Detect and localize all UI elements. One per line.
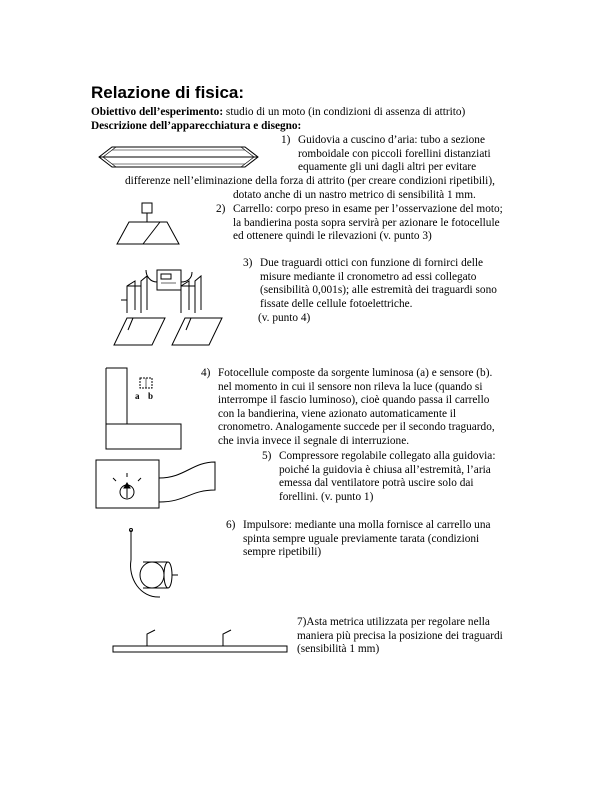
page-title: Relazione di fisica: <box>91 83 245 102</box>
item-1-line: Guidovia a cuscino d’aria: tubo a sezione <box>298 134 485 146</box>
item-2-number: 2) <box>216 203 226 215</box>
description-heading: Descrizione dell’apparecchiatura e disegno: <box>91 120 302 132</box>
item-1-continuation: dotato anche di un nastro metrico di sensibilità 1 mm. <box>233 189 476 201</box>
photocell-label-b: b <box>148 391 154 401</box>
item-5-line: emessa dal ventilatore potrà uscire solo dai <box>279 477 474 490</box>
item-4-line: nel momento in cui il sensore non rileva la luce (quando si <box>218 380 483 393</box>
optical-gates-drawing <box>114 270 222 345</box>
item-4-line: cronometro. Analogamente succede per il secondo traguardo, <box>218 421 495 434</box>
item-4-line: Fotocellule composte da sorgente luminosa (a) e sensore (b). <box>218 367 493 379</box>
item-7-line: 7)Asta metrica utilizzata per regolare nella <box>297 616 490 628</box>
item-5-line: poiché la guidovia è chiusa all’estremità, l’aria <box>279 463 491 476</box>
item-4-line: che invia invece il segnale di interruzione. <box>218 434 410 447</box>
cart-drawing <box>117 203 179 244</box>
item-3-line: misure mediante il cronometro ad essi collegato <box>260 270 477 283</box>
item-5-line: Compressore regolabile collegato alla guidovia: <box>279 450 496 462</box>
photocell-label-a: a <box>135 391 140 401</box>
item-3-line: Due traguardi ottici con funzione di fornirci delle <box>260 257 484 269</box>
metric-rod-drawing <box>113 630 287 652</box>
item-2-line: ed ottenere quindi le rilevazioni (v. punto 3) <box>233 230 432 243</box>
item-2-line: la bandierina posta sopra servirà per azionare le fotocellule <box>233 216 500 229</box>
item-5-number: 5) <box>262 450 272 462</box>
item-5-line: forellini. (v. punto 1) <box>279 490 374 503</box>
item-4-number: 4) <box>201 367 211 379</box>
item-3-line: (sensibilità 0,001s); alle estremità dei traguardi sono <box>260 284 497 297</box>
photocell-drawing <box>106 368 181 449</box>
item-7-line: (sensibilità 1 mm) <box>297 643 380 656</box>
item-1-line: romboidale con piccoli forellini distanziati <box>298 147 491 160</box>
item-1-number: 1) <box>281 134 291 146</box>
item-6-line: Impulsore: mediante una molla fornisce al carrello una <box>243 519 491 531</box>
item-6-line: sempre ripetibili) <box>243 546 322 559</box>
item-1-continuation: differenze nell’eliminazione della forza di attrito (per creare condizioni ripetibili), <box>125 175 495 187</box>
item-7-line: maniera più precisa la posizione dei traguardi <box>297 629 503 642</box>
compressor-drawing <box>96 460 215 508</box>
objective-text: studio di un moto (in condizioni di assenza di attrito) <box>223 106 466 118</box>
item-4-line: con la bandierina, viene azionato automaticamente il <box>218 407 457 420</box>
item-6-line: spinta sempre uguale previamente tarata (condizioni <box>243 532 480 545</box>
item-1-line: equamente gli uni dagli altri per evitare <box>298 161 477 174</box>
item-3-line: fissate delle cellule fotoelettriche. <box>260 297 413 310</box>
item-4-line: interrompe il fascio luminoso), cioè quando passa il carrello <box>218 394 490 407</box>
objective-label: Obiettivo dell’esperimento: <box>91 106 224 118</box>
impulser-drawing <box>130 529 179 598</box>
air-track-drawing <box>99 147 258 167</box>
item-3-tail: (v. punto 4) <box>258 312 311 324</box>
item-2-line: Carrello: corpo preso in esame per l’osservazione del moto; <box>233 203 503 215</box>
item-3-number: 3) <box>243 257 253 269</box>
item-6-number: 6) <box>226 519 236 531</box>
